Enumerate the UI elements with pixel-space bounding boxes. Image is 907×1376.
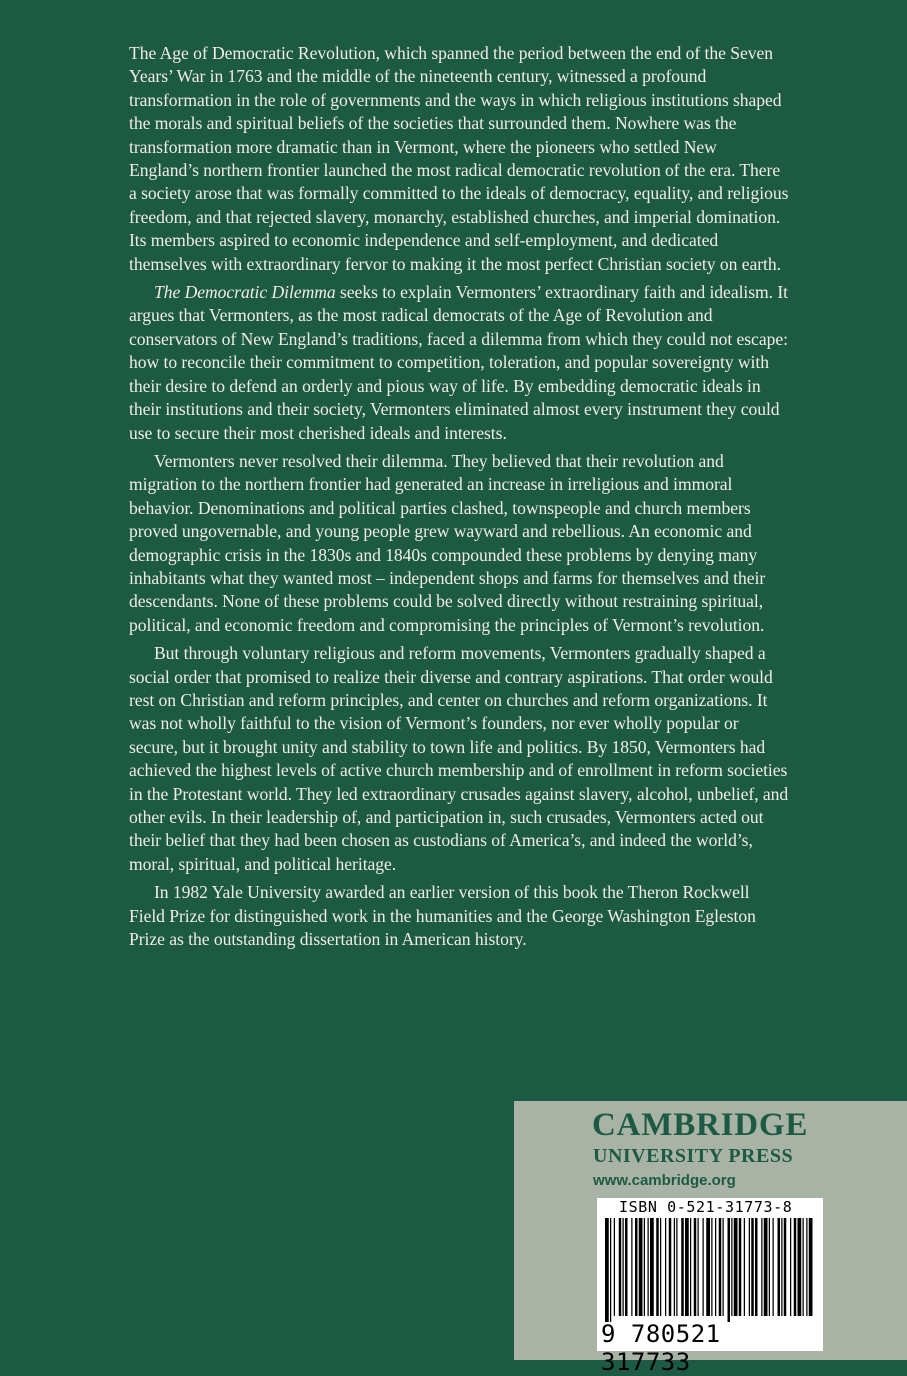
barcode-bar: [809, 1218, 813, 1316]
barcode-bar: [650, 1218, 654, 1316]
blurb-paragraph-4: But through voluntary religious and reform movements, Vermonters gradually shaped a social order that promised to realize their diverse and contrary aspirations. That order would rest on Christian and reform principles, and center on churches and reform organizations. It was not wholly faithful to the vision of Vermont’s founders, nor ever wholly popular or secure, but it brought unity and stability to town life and politics. By 1850, Vermonters had achieved the highest levels of active church membership and of enrollment in reform societies in the Protestant world. They led extraordinary crusades against slavery, alcohol, unbelief, and other evils. In their leadership of, and participation in, such crusades, Vermonters acted out their belief that they had been chosen as custodians of America’s, and indeed the world’s, moral, spiritual, and political heritage.: [129, 643, 789, 874]
barcode-bar: [619, 1218, 622, 1316]
barcode-bar: [681, 1218, 684, 1316]
barcode-bar: [755, 1218, 758, 1316]
blurb-paragraph-3: Vermonters never resolved their dilemma. They believed that their revolution and migration to the northern frontier had generated an increase in irreligious and immoral behavior. Denominations and political parties clashed, townspeople and church members proved ungovernable, and young people grew wayward and rebellious. An economic and demographic crisis in the 1830s and 1840s compounded these problems by denying many inhabitants what they wanted most – independent shops and farms for themselves and their descendants. None of these problems could be solved directly without restraining spiritual, political, and economic freedom and compromising the principles of Vermont’s revolution.: [129, 450, 766, 635]
book-title: The Democratic Dilemma: [154, 282, 336, 303]
barcode-bar: [648, 1218, 649, 1316]
barcode-bar: [674, 1218, 675, 1316]
barcode-label: [597, 1198, 823, 1376]
barcode-bar: [605, 1218, 609, 1322]
barcode-bar: [625, 1218, 628, 1316]
publisher-panel: [514, 1101, 907, 1376]
cover-blurb: [129, 42, 789, 956]
barcode-bar: [794, 1218, 797, 1316]
barcode-bar: [723, 1218, 724, 1316]
barcode-bar: [798, 1218, 802, 1316]
barcode-bar: [806, 1218, 807, 1316]
barcode-bar: [685, 1218, 689, 1316]
barcode-bar: [623, 1218, 624, 1316]
barcode-bar: [676, 1218, 677, 1316]
publisher-name: CAMBRIDGE: [592, 1107, 809, 1143]
barcode-bar: [751, 1218, 754, 1316]
barcode-bar: [778, 1218, 781, 1316]
barcode-bar: [731, 1218, 732, 1316]
barcode-bar: [761, 1218, 762, 1316]
barcode-bars: [597, 1218, 823, 1322]
barcode-bar: [639, 1218, 643, 1316]
barcode-bar: [803, 1218, 804, 1316]
barcode-bar: [739, 1218, 742, 1316]
barcode-bar: [703, 1218, 704, 1316]
barcode-bar: [614, 1218, 615, 1316]
publisher-subtitle: UNIVERSITY PRESS: [593, 1145, 794, 1167]
barcode-bar: [665, 1218, 666, 1316]
barcode-bar: [631, 1218, 632, 1316]
ean-digits: 9 780521 317733: [601, 1320, 721, 1376]
blurb-paragraph-2-text: seeks to explain Vermonters’ extraordinary faith and idealism. It argues that Vermonters, as the most radical democrats of the Age of Revolution and conservators of New England’s traditions, faced a dilemma from which they could not escape: how to reconcile their commitment to competition, toleration, and popular sovereignty with their desire to defend an orderly and pious way of life. By embedding democratic ideals in their institutions and their society, Vermonters eliminated almost every instrument they could use to secure their most cherished ideals and interests.: [129, 282, 789, 443]
barcode-bar: [744, 1218, 745, 1316]
barcode-bar: [719, 1218, 722, 1316]
barcode-bar: [711, 1218, 712, 1316]
blurb-paragraph-1: The Age of Democratic Revolution, which spanned the period between the end of the Seven Years’ War in 1763 and the middle of the nineteenth century, witnessed a profound transformation in the role of governments and the ways in which religious institutions shaped the morals and spiritual beliefs of the societies that surrounded them. Nowhere was the transformation more dramatic than in Vermont, where the pioneers who settled New England’s northern frontier launched the most radical democratic revolution of the era. There a society arose that was formally committed to the ideals of democracy, equality, and religious freedom, and that rejected slavery, monarchy, established churches, and imperial domination. Its members aspired to economic independence and self-employment, and dedicated themselves with extraordinary fervor to making it the most perfect Christian society on earth.: [129, 43, 789, 274]
barcode-bar: [656, 1218, 659, 1316]
barcode-bar: [610, 1218, 611, 1322]
barcode-bar: [698, 1218, 699, 1316]
barcode-bar: [769, 1218, 770, 1316]
blurb-paragraph-5: In 1982 Yale University awarded an earlier version of this book the Theron Rockwell Field Prize for distinguished work in the humanities and the George Washington Egleston Prize as the outstanding dissertation in American history.: [129, 882, 756, 950]
barcode-bar: [715, 1218, 716, 1316]
barcode-bar: [773, 1218, 774, 1316]
barcode-bar: [644, 1218, 645, 1316]
barcode-bar: [690, 1218, 691, 1316]
barcode-bar: [764, 1218, 768, 1316]
publisher-url: www.cambridge.org: [593, 1172, 736, 1189]
barcode-bar: [728, 1218, 731, 1322]
isbn-number: ISBN 0-521-31773-8: [619, 1198, 793, 1216]
barcode-bar: [694, 1218, 697, 1316]
barcode-bar: [635, 1218, 638, 1316]
barcode-bar: [669, 1218, 672, 1316]
blurb-paragraph-2: [129, 281, 789, 445]
barcode-bar: [749, 1218, 750, 1316]
barcode-bar: [784, 1218, 787, 1316]
barcode-bar: [781, 1218, 782, 1316]
barcode-bar: [706, 1218, 710, 1316]
barcode-bar: [660, 1218, 661, 1316]
barcode-bar: [734, 1218, 738, 1316]
barcode-bar: [790, 1218, 791, 1316]
